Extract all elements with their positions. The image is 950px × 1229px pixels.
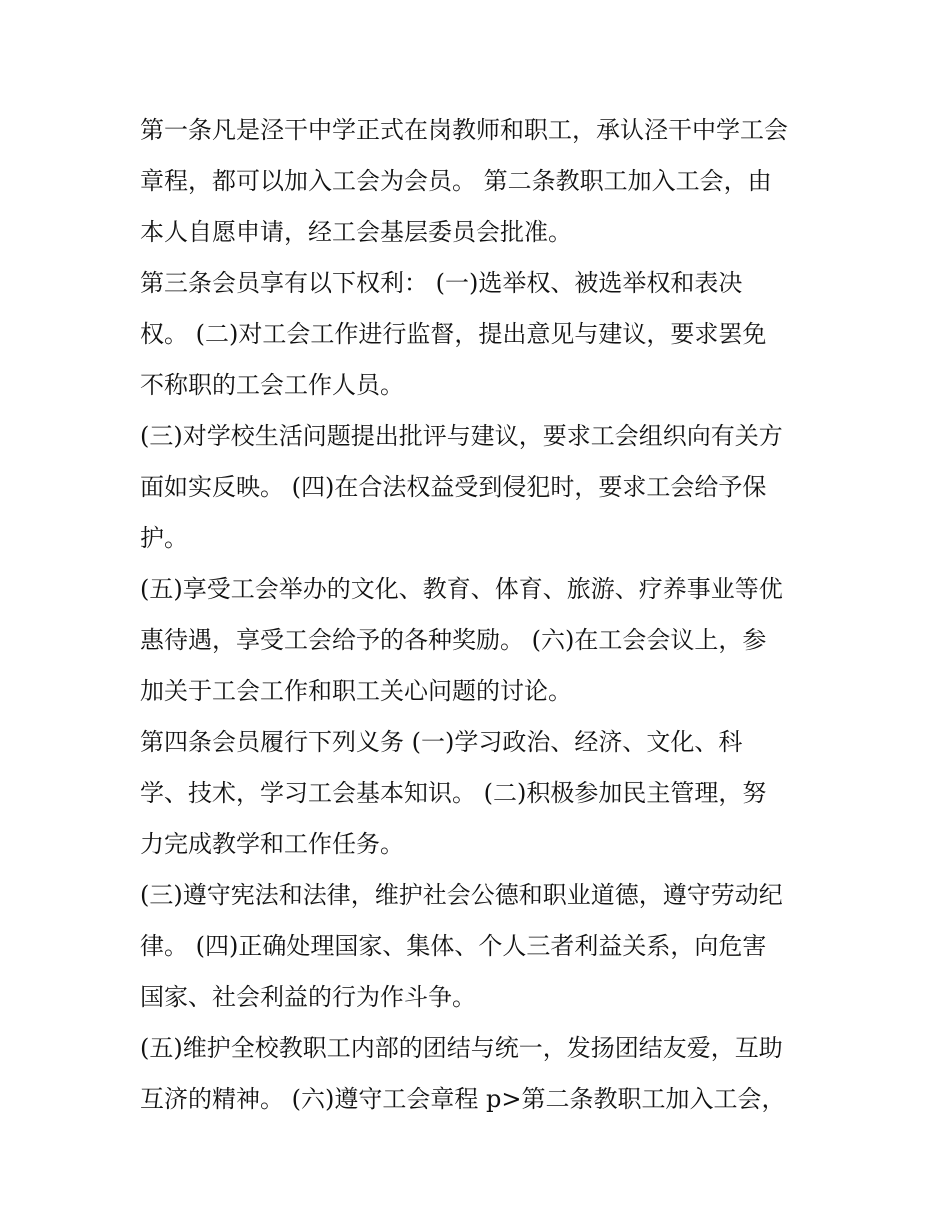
text-line: 学、技术，学习工会基本知识。 (二)积极参加民主管理，努 bbox=[140, 779, 767, 807]
text-line: 护。 bbox=[140, 524, 188, 552]
text-line: (五)维护全校教职工内部的团结与统一，发扬团结友爱，互助 bbox=[140, 1034, 783, 1062]
text-line: 第三条会员享有以下权利： (一)选举权、被选举权和表决 bbox=[140, 269, 743, 297]
text-line: 加关于工会工作和职工关心问题的讨论。 bbox=[140, 677, 572, 705]
text-line: 第四条会员履行下列义务 (一)学习政治、经济、文化、科 bbox=[140, 728, 743, 756]
text-line: 律。 (四)正确处理国家、集体、个人三者利益关系，向危害 bbox=[140, 932, 767, 960]
text-line: 章程，都可以加入工会为会员。 第二条教职工加入工会，由 bbox=[140, 167, 772, 195]
text-line: 互济的精神。 (六)遵守工会章程 p>第二条教职工加入工会， bbox=[140, 1085, 786, 1113]
text-line: 第一条凡是泾干中学正式在岗教师和职工，承认泾干中学工会 bbox=[140, 116, 788, 144]
text-line: 力完成教学和工作任务。 bbox=[140, 830, 404, 858]
text-line: (三)遵守宪法和法律，维护社会公德和职业道德，遵守劳动纪 bbox=[140, 881, 783, 909]
text-line: (五)享受工会举办的文化、教育、体育、旅游、疗养事业等优 bbox=[140, 575, 783, 603]
text-line: 惠待遇，享受工会给予的各种奖励。 (六)在工会会议上，参 bbox=[140, 626, 767, 654]
document-body bbox=[140, 105, 840, 1125]
text-line: 国家、社会利益的行为作斗争。 bbox=[140, 983, 476, 1011]
text-line: 不称职的工会工作人员。 bbox=[140, 371, 404, 399]
text-line: 面如实反映。 (四)在合法权益受到侵犯时，要求工会给予保 bbox=[140, 473, 767, 501]
text-line: (三)对学校生活问题提出批评与建议，要求工会组织向有关方 bbox=[140, 422, 783, 450]
text-line: 本人自愿申请，经工会基层委员会批准。 bbox=[140, 218, 572, 246]
text-line: 权。 (二)对工会工作进行监督，提出意见与建议，要求罢免 bbox=[140, 320, 767, 348]
